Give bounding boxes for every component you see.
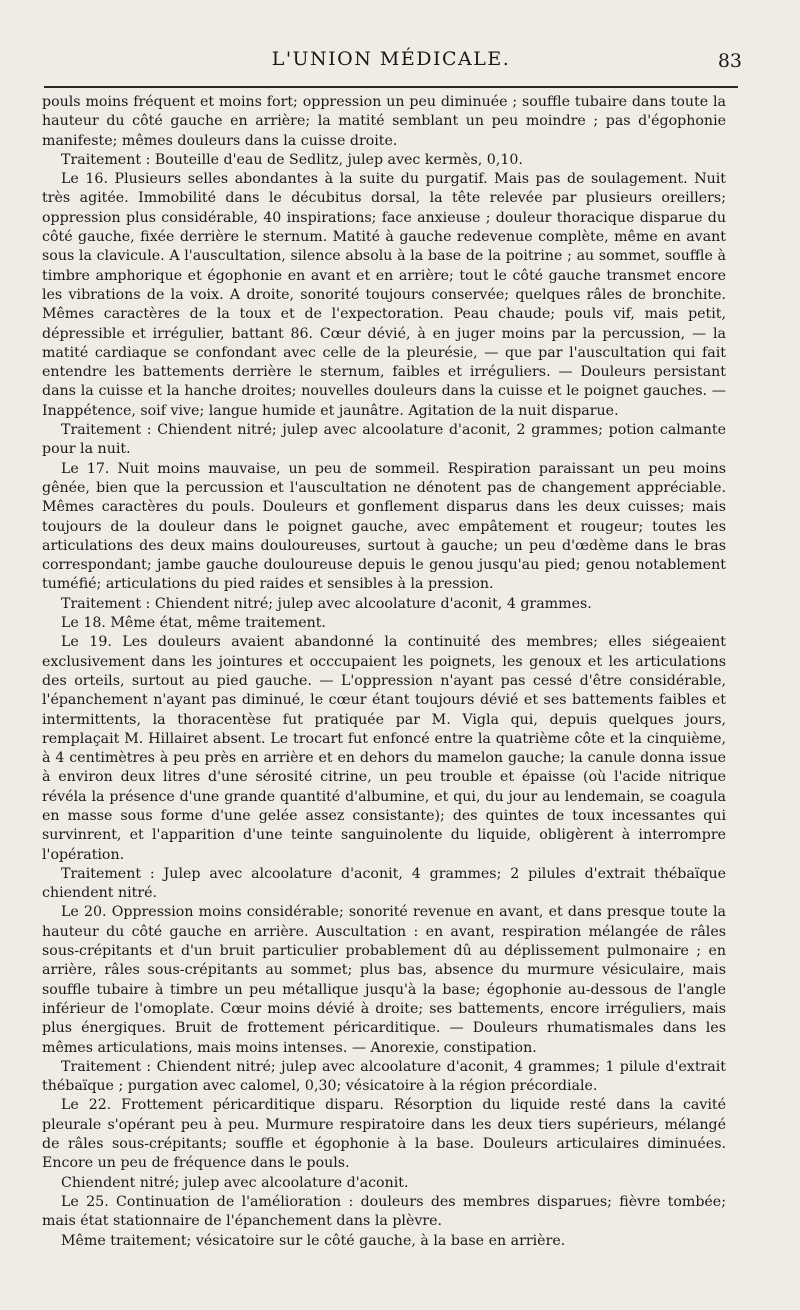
paragraph: Le 18. Même état, même traitement. [61,615,326,632]
header-rule [44,86,738,88]
paragraph: pouls moins fréquent et moins fort; oppression un peu diminuée ; souffle tubaire dans toute la hauteur du côté gauche en arrière; la matité semblant un peu moindre ; pas d'égophonie manifeste; mêmes douleurs dans la cuisse droite. [42,94,726,149]
paragraph: Traitement : Julep avec alcoolature d'aconit, 4 grammes; 2 pilules d'extrait thébaïque chiendent nitré. [42,865,726,902]
paragraph: Le 17. Nuit moins mauvaise, un peu de sommeil. Respiration paraissant un peu moins gênée, bien que la percussion et l'auscultation ne dénotent pas de changement appréciable. Mêmes caractères du pouls. Douleurs et gonflement disparus dans les deux cuisses; mais toujours de la douleur dans le poignet gauche, avec empâtement et rougeur; toutes les articulations des deux mains douloureuses, surtout à gauche; un peu d'œdème dans le bras correspondant; jambe gauche douloureuse depuis le genou jusqu'au pied; genou notablement tuméfié; articulations du pied raides et sensibles à la pression. [42,460,726,593]
page-header [40,48,742,80]
paragraph: Traitement : Chiendent nitré; julep avec alcoolature d'aconit, 4 grammes; 1 pilule d'extrait thébaïque ; purgation avec calomel, 0,30; vésicatoire à la région précordiale. [42,1058,726,1095]
body-text [42,93,726,1251]
paragraph: Le 16. Plusieurs selles abondantes à la suite du purgatif. Mais pas de soulagement. Nuit très agitée. Immobilité dans le décubitus dorsal, la tête relevée par plusieurs oreillers; oppression plus considérable, 40 inspirations; face anxieuse ; douleur thoracique disparue du côté gauche, fixée derrière le sternum. Matité à gauche redevenue complète, même en avant sous la clavicule. A l'auscultation, silence absolu à la base de la poitrine ; au sommet, souffle à timbre amphorique et égophonie en avant et en arrière; tout le côté gauche transmet encore les vibrations de la voix. A droite, sonorité toujours conservée; quelques râles de bronchite. Mêmes caractères de la toux et de l'expectoration. Peau chaude; pouls vif, mais petit, dépressible et irrégulier, battant 86. Cœur dévié, à en juger moins par la percussion, — la matité cardiaque se confondant avec celle de la pleurésie, — que par l'auscultation qui fait entendre les battements derrière le sternum, faibles et irréguliers. — Douleurs persistant dans la cuisse et la hanche droites; nouvelles douleurs dans la cuisse et le poignet gauches. — Inappétence, soif vive; langue humide et jaunâtre. Agitation de la nuit disparue. [42,171,726,419]
paragraph: Le 22. Frottement péricarditique disparu. Résorption du liquide resté dans la cavité pleurale s'opérant peu à peu. Murmure respiratoire dans les deux tiers supérieurs, mélangé de râles sous-crépitants; souffle et égophonie à la base. Douleurs articulaires diminuées. Encore un peu de fréquence dans le pouls. [42,1097,726,1172]
paragraph: Le 25. Continuation de l'amélioration : douleurs des membres disparues; fièvre tombée; mais état stationnaire de l'épanchement dans la plèvre. [42,1193,726,1230]
page-number: 83 [717,50,742,72]
running-title: L'UNION MÉDICALE. [271,48,511,70]
paragraph: Même traitement; vésicatoire sur le côté gauche, à la base en arrière. [61,1232,566,1249]
paragraph: Le 19. Les douleurs avaient abandonné la continuité des membres; elles siégeaient exclusivement dans les jointures et occcupaient les poignets, les genoux et les articulations des orteils, surtout au pied gauche. — L'oppression n'ayant pas cessé d'être considérable, l'épanchement n'ayant pas diminué, le cœur étant toujours dévié et ses battements faibles et intermittents, la thoracentèse fut pratiquée par M. Vigla qui, depuis quelques jours, remplaçait M. Hillairet absent. Le trocart fut enfoncé entre la quatrième côte et la cinquième, à 4 centimètres à peu près en arrière et en dehors du mamelon gauche; la canule donna issue à environ deux litres d'une sérosité citrine, un peu trouble et épaisse (où l'acide nitrique révéla la présence d'une grande quantité d'albumine, et qui, du jour au lendemain, se coagula en masse sous forme d'une gelée assez consistante); des quintes de toux incessantes qui survinrent, et l'apparition d'une teinte sanguinolente du liquide, obligèrent à interrompre l'opération. [42,634,726,863]
paragraph: Chiendent nitré; julep avec alcoolature d'aconit. [61,1174,409,1191]
paragraph: Traitement : Chiendent nitré; julep avec alcoolature d'aconit, 2 grammes; potion calmante pour la nuit. [42,422,726,458]
paragraph: Le 20. Oppression moins considérable; sonorité revenue en avant, et dans presque toute la hauteur du côté gauche en arrière. Auscultation : en avant, respiration mélangée de râles sous-crépitants et d'un bruit particulier probablement dû au déplissement pulmonaire ; en arrière, râles sous-crépitants au sommet; plus bas, absence du murmure vésiculaire, mais souffle tubaire à timbre un peu métallique jusqu'à la base; égophonie au-dessous de l'angle inférieur de l'omoplate. Cœur moins dévié à droite; ses battements, encore irréguliers, mais plus énergiques. Bruit de frottement péricarditique. — Douleurs rhumatismales dans les mêmes articulations, mais moins intenses. — Anorexie, constipation. [42,904,726,1056]
paragraph: Traitement : Chiendent nitré; julep avec alcoolature d'aconit, 4 grammes. [61,595,592,612]
paragraph: Traitement : Bouteille d'eau de Sedlitz, julep avec kermès, 0,10. [61,151,523,168]
